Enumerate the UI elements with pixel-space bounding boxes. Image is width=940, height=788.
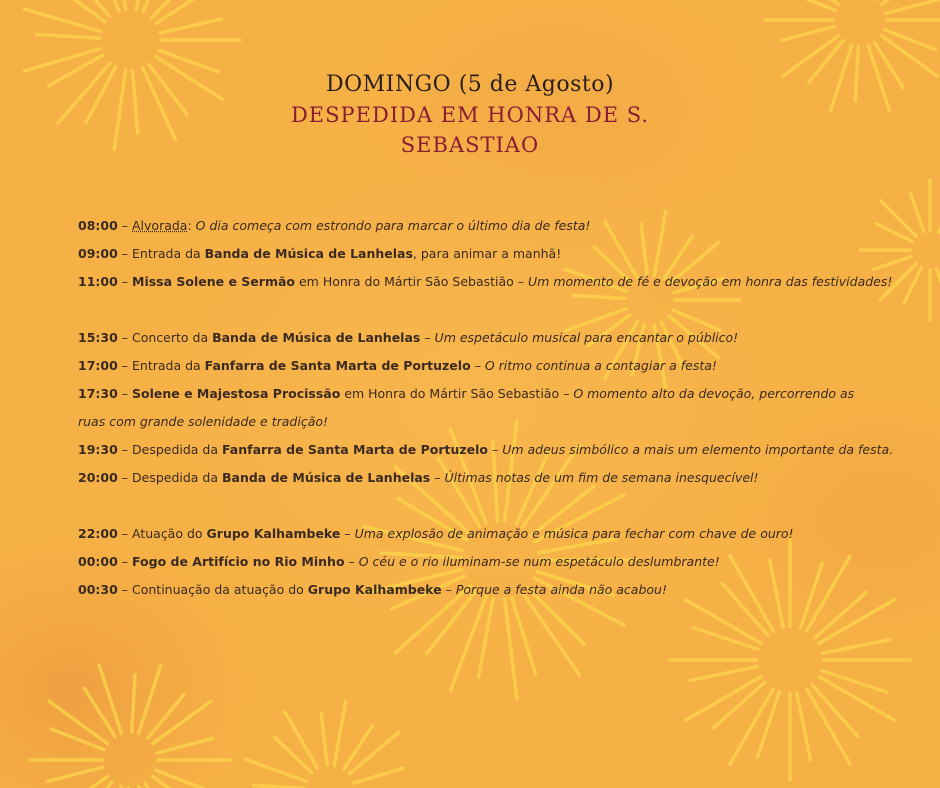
separator: : <box>187 218 196 233</box>
schedule-item <box>78 576 878 604</box>
schedule-time: 00:00 <box>78 554 118 569</box>
schedule-time: 19:30 <box>78 442 118 457</box>
schedule-description: Um adeus simbólico a mais um elemento importante da festa. <box>502 442 894 457</box>
schedule-text: em Honra do Mártir São Sebastião – <box>295 274 529 289</box>
spacer <box>78 296 878 324</box>
separator: – <box>430 470 445 485</box>
schedule-item <box>78 436 894 464</box>
schedule-description: Uma explosão de animação e música para fechar com chave de ouro! <box>354 526 794 541</box>
separator: – <box>488 442 503 457</box>
schedule-description: O céu e o rio iluminam-se num espetáculo deslumbrante! <box>358 554 720 569</box>
separator: – <box>117 330 132 345</box>
separator: – <box>117 274 132 289</box>
spacer <box>78 492 878 520</box>
separator: – <box>344 554 359 569</box>
schedule-description: O momento alto da devoção, percorrendo as ruas com grande solenidade e tradição! <box>78 386 855 429</box>
schedule-item <box>78 380 878 436</box>
title-day: DOMINGO (5 de Agosto) <box>325 72 615 97</box>
separator: – <box>117 246 132 261</box>
schedule-performer: Grupo Kalhambeke <box>307 582 442 597</box>
schedule-item <box>78 464 878 492</box>
schedule-list <box>78 212 894 604</box>
schedule-description: O ritmo continua a contagiar a festa! <box>484 358 717 373</box>
schedule-performer: Fanfarra de Santa Marta de Portuzelo <box>204 358 471 373</box>
title-event-line1: DESPEDIDA EM HONRA DE S. <box>290 103 650 127</box>
separator: – <box>117 470 132 485</box>
schedule-description: Um espetáculo musical para encantar o público! <box>434 330 739 345</box>
schedule-time: 22:00 <box>78 526 118 541</box>
schedule-performer: Solene e Majestosa Procissão <box>132 386 341 401</box>
separator: – <box>420 330 435 345</box>
separator: – <box>117 582 132 597</box>
schedule-item <box>78 352 878 380</box>
schedule-time: 17:30 <box>78 386 118 401</box>
schedule-time: 17:00 <box>78 358 118 373</box>
schedule-time: 08:00 <box>78 218 118 233</box>
separator: – <box>117 386 132 401</box>
schedule-performer: Fogo de Artifício no Rio Minho <box>132 554 345 569</box>
schedule-time: 00:30 <box>78 582 118 597</box>
schedule-item <box>78 212 878 240</box>
schedule-item <box>78 324 878 352</box>
schedule-performer: Banda de Música de Lanhelas <box>222 470 431 485</box>
schedule-description: Porque a festa ainda não acabou! <box>455 582 667 597</box>
schedule-time: 20:00 <box>78 470 118 485</box>
schedule-item <box>78 520 878 548</box>
schedule-label: Alvorada <box>132 218 188 233</box>
separator: – <box>117 358 132 373</box>
schedule-description: Últimas notas de um fim de semana inesquecível! <box>444 470 759 485</box>
separator: – <box>117 554 132 569</box>
schedule-text: Atuação do <box>132 526 207 541</box>
title-event-line2: SEBASTIAO <box>400 133 540 157</box>
schedule-performer: Banda de Música de Lanhelas <box>204 246 413 261</box>
schedule-time: 11:00 <box>78 274 118 289</box>
separator: – <box>340 526 355 541</box>
schedule-text: Continuação da atuação do <box>132 582 308 597</box>
separator: – <box>441 582 456 597</box>
schedule-item <box>78 240 878 268</box>
separator: – <box>117 442 132 457</box>
schedule-text: Entrada da <box>132 246 205 261</box>
schedule-description: Um momento de fé e devoção em honra das festividades! <box>528 274 893 289</box>
schedule-time: 09:00 <box>78 246 118 261</box>
schedule-description: O dia começa com estrondo para marcar o último dia de festa! <box>195 218 591 233</box>
schedule-text: Entrada da <box>132 358 205 373</box>
schedule-performer: Grupo Kalhambeke <box>206 526 341 541</box>
schedule-item <box>78 548 878 576</box>
schedule-text: Despedida da <box>132 470 222 485</box>
schedule-time: 15:30 <box>78 330 118 345</box>
schedule-performer: Banda de Música de Lanhelas <box>212 330 421 345</box>
schedule-performer: Missa Solene e Sermão <box>132 274 295 289</box>
schedule-text: em Honra do Mártir São Sebastião – <box>340 386 574 401</box>
separator: – <box>117 526 132 541</box>
schedule-text: Despedida da <box>132 442 222 457</box>
separator: – <box>117 218 132 233</box>
schedule-performer: Fanfarra de Santa Marta de Portuzelo <box>222 442 488 457</box>
page-title <box>0 70 940 160</box>
schedule-text: , para animar a manhã! <box>412 246 562 261</box>
separator: – <box>470 358 485 373</box>
schedule-item <box>78 268 893 296</box>
schedule-text: Concerto da <box>132 330 213 345</box>
